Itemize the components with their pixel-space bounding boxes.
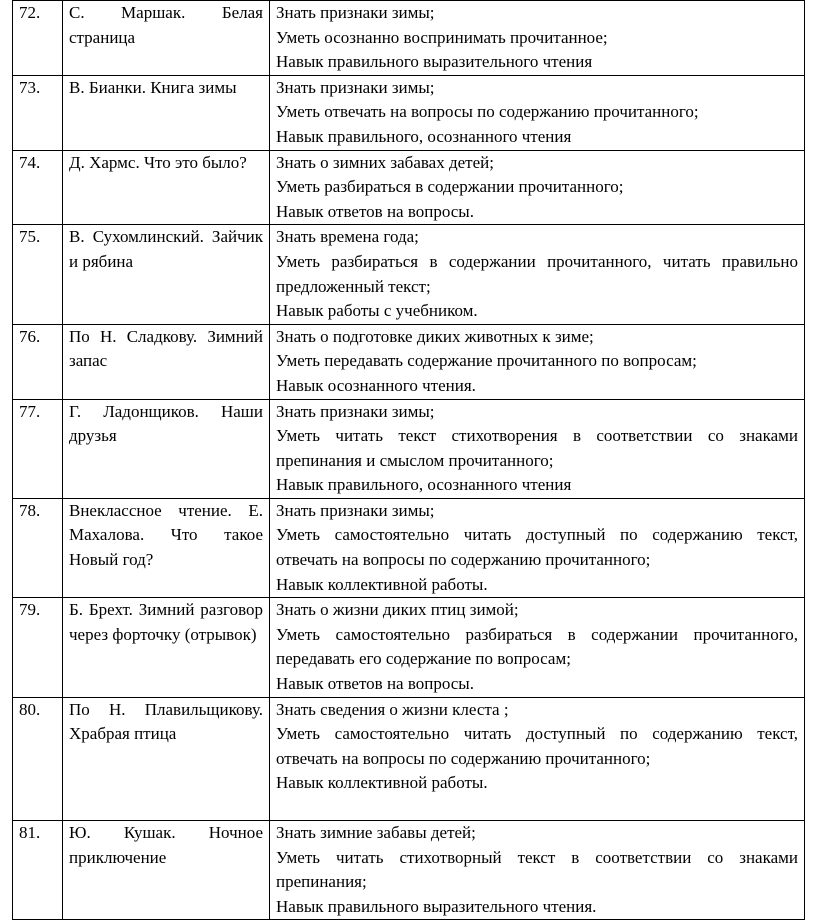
goal-line: Уметь отвечать на вопросы по содержанию прочитанного; — [276, 102, 699, 122]
goal-line: Уметь читать стихотворный текст в соответствии со знаками препинания; — [276, 847, 798, 892]
lesson-title: Ю. Кушак. Ночное приключение — [63, 821, 270, 920]
table-row — [13, 1, 805, 76]
lesson-number: 74. — [13, 150, 63, 225]
lesson-title: Д. Хармс. Что это было? — [63, 150, 270, 225]
lesson-goals — [270, 1, 805, 76]
goal-line: Знать признаки зимы; — [276, 3, 435, 22]
empty-line — [276, 796, 798, 820]
lesson-title: Внеклассное чтение. Е. Махалова. Что такое Новый год? — [63, 498, 270, 597]
lesson-goals — [270, 498, 805, 597]
lesson-number: 76. — [13, 324, 63, 399]
lesson-goals — [270, 821, 805, 920]
lesson-number: 79. — [13, 598, 63, 697]
lesson-goals — [270, 697, 805, 820]
lesson-title: По Н. Сладкову. Зимний запас — [63, 324, 270, 399]
goal-line: Навык работы с учебником. — [276, 301, 478, 321]
table-row — [13, 75, 805, 150]
goal-line: Знать о жизни диких птиц зимой; — [276, 600, 519, 620]
table-row — [13, 697, 805, 820]
table-row — [13, 225, 805, 324]
goal-line: Навык ответов на вопросы. — [276, 674, 474, 694]
goal-line: Навык коллективной работы. — [276, 574, 488, 594]
lesson-number: 80. — [13, 697, 63, 820]
lesson-goals — [270, 324, 805, 399]
lesson-goals — [270, 399, 805, 498]
goal-line: Уметь читать текст стихотворения в соответствии со знаками препинания и смыслом прочитанного; — [276, 426, 798, 470]
lesson-title: В. Сухомлинский. Зайчик и рябина — [63, 225, 270, 324]
lesson-title: С. Маршак. Белая страница — [63, 1, 270, 76]
table-row — [13, 150, 805, 225]
goal-line: Навык правильного выразительного чтения — [276, 52, 593, 72]
table-row — [13, 324, 805, 399]
lesson-title: Б. Брехт. Зимний разговор через форточку (отрывок) — [63, 598, 270, 697]
goal-line: Знать времена года; — [276, 227, 419, 247]
table-row — [13, 399, 805, 498]
lesson-number: 75. — [13, 225, 63, 324]
lesson-goals — [270, 598, 805, 697]
lesson-title: В. Бианки. Книга зимы — [63, 75, 270, 150]
goal-line: Знать зимние забавы детей; — [276, 823, 476, 842]
goal-line: Знать признаки зимы; — [276, 500, 435, 520]
goal-line: Уметь разбираться в содержании прочитанного, читать правильно предложенный текст; — [276, 251, 798, 296]
goal-line: Навык правильного, осознанного чтения — [276, 475, 572, 495]
lesson-plan-table — [12, 0, 805, 920]
goal-line: Навык осознанного чтения. — [276, 375, 476, 395]
lesson-goals — [270, 225, 805, 324]
goal-line: Знать о зимних забавах детей; — [276, 152, 494, 172]
goal-line: Уметь разбираться в содержании прочитанного; — [276, 177, 624, 197]
goal-line: Знать признаки зимы; — [276, 401, 435, 421]
lesson-number: 72. — [13, 1, 63, 76]
goal-line: Навык правильного, осознанного чтения — [276, 126, 572, 146]
goal-line: Знать признаки зимы; — [276, 77, 435, 97]
goal-line: Уметь самостоятельно разбираться в содержании прочитанного, передавать его содержание по вопросам; — [276, 624, 798, 669]
table-row — [13, 598, 805, 697]
table-row — [13, 821, 805, 920]
goal-line: Уметь самостоятельно читать доступный по содержанию текст, отвечать на вопросы по содержанию прочитанного; — [276, 525, 798, 570]
goal-line: Уметь осознанно воспринимать прочитанное; — [276, 27, 608, 47]
lesson-number: 78. — [13, 498, 63, 597]
table-row — [13, 498, 805, 597]
goal-line: Уметь передавать содержание прочитанного по вопросам; — [276, 351, 697, 371]
lesson-number: 77. — [13, 399, 63, 498]
lesson-number: 81. — [13, 821, 63, 920]
lesson-title: Г. Ладонщиков. Наши друзья — [63, 399, 270, 498]
goal-line: Знать о подготовке диких животных к зиме; — [276, 326, 594, 346]
lesson-goals — [270, 75, 805, 150]
lesson-number: 73. — [13, 75, 63, 150]
lesson-goals — [270, 150, 805, 225]
goal-line: Навык ответов на вопросы. — [276, 201, 474, 221]
goal-line: Уметь самостоятельно читать доступный по содержанию текст, отвечать на вопросы по содержанию прочитанного; — [276, 724, 798, 768]
goal-line: Знать сведения о жизни клеста ; — [276, 699, 509, 719]
goal-line: Навык коллективной работы. — [276, 773, 488, 793]
lesson-title: По Н. Плавильщикову. Храбрая птица — [63, 697, 270, 820]
goal-line: Навык правильного выразительного чтения. — [276, 896, 597, 916]
